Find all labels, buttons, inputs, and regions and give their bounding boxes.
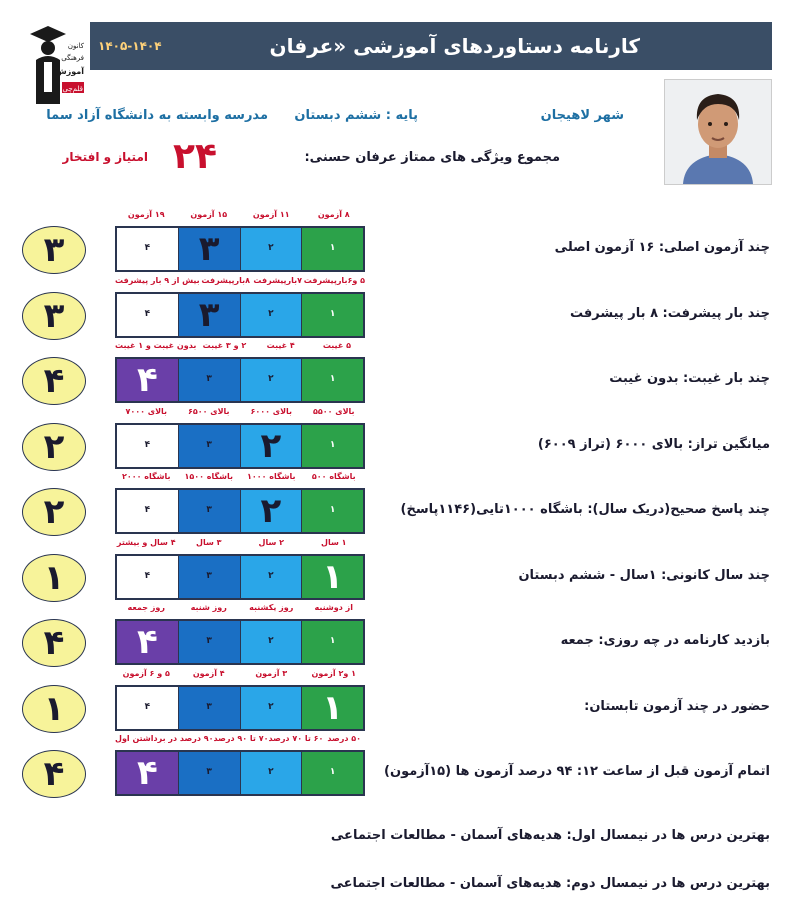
school-label: مدرسه وابسته به دانشگاه آزاد سما [46, 108, 268, 123]
scale-label: ۹۰ درصد در برداشتن اول [115, 734, 214, 743]
scale-label: ۳ سال [196, 537, 222, 547]
row-scale-labels [115, 210, 365, 222]
scale-label: باشگاه ۱۰۰۰ [246, 472, 296, 481]
score-cell-selected: ۳ [178, 294, 240, 336]
scale-label: ۵ غیبت [322, 341, 351, 350]
svg-text:فرهنگی: فرهنگی [61, 54, 84, 62]
score-cell: ۱ [301, 752, 363, 794]
scale-label: بالای ۶۰۰۰ [250, 406, 293, 416]
score-grid [115, 554, 365, 600]
city-label: شهر لاهیجان [540, 108, 624, 123]
scale-label: بالای ۶۵۰۰ [187, 406, 230, 416]
score-cell: ۲ [240, 687, 302, 729]
scale-label: ۶۰ تا ۷۰ درصد [268, 734, 324, 743]
scale-label: ۸بارپیشرفت [201, 275, 250, 285]
scale-label: ۱ سال [321, 537, 347, 547]
scale-label: ۵ و ۶ آزمون [122, 668, 170, 678]
scale-label: باشگاه ۵۰۰ [311, 472, 356, 481]
score-cell: ۳ [178, 621, 240, 663]
score-cell: ۳ [178, 556, 240, 598]
points-badge: ۲ [22, 423, 86, 471]
score-cell: ۳ [178, 359, 240, 401]
scale-label: بالای ۷۰۰۰ [125, 406, 168, 416]
scale-label: ۵ و۶بارپیشرفت [303, 275, 365, 285]
student-photo [664, 79, 772, 185]
achievement-question: اتمام آزمون قبل از ساعت ۱۲: ۹۴ درصد آزمون ها (۱۵آزمون) [384, 764, 770, 779]
scale-label: ۱۱ آزمون [252, 210, 290, 219]
achievement-question: بازدید کارنامه در چه روزی: جمعه [560, 633, 770, 648]
row-scale-labels [115, 603, 365, 615]
points-badge: ۳ [22, 292, 86, 340]
page-title: کارنامه دستاوردهای آموزشی «عرفان حسنی» [269, 34, 640, 106]
scale-label: بدون غیبت و ۱ غیبت [114, 341, 197, 350]
scale-label: روز یکشنبه [249, 603, 294, 612]
achievement-question: چند آزمون اصلی: ۱۶ آزمون اصلی [554, 240, 770, 255]
svg-text:قلم‌چی: قلم‌چی [62, 85, 83, 93]
score-cell: ۲ [240, 228, 302, 270]
achievement-question: چند بار غیبت: بدون غیبت [609, 371, 770, 386]
score-cell: ۳ [178, 752, 240, 794]
score-grid [115, 292, 365, 338]
achievement-question: حضور در چند آزمون تابستان: [584, 698, 770, 714]
scale-label: ۲ و ۳ غیبت [202, 341, 247, 350]
scale-label: ۷۰ تا ۹۰ درصد [213, 734, 269, 743]
achievement-question: چند بار پیشرفت: ۸ بار پیشرفت [569, 305, 770, 321]
score-cell: ۴ [117, 556, 178, 598]
score-grid [115, 685, 365, 731]
points-badge: ۴ [22, 750, 86, 798]
scale-label: ۵۰ درصد [327, 734, 362, 743]
score-cell-selected: ۲ [240, 490, 302, 532]
points-badge: ۴ [22, 357, 86, 405]
score-cell: ۱ [301, 621, 363, 663]
score-cell: ۴ [117, 294, 178, 336]
points-badge: ۱ [22, 554, 86, 602]
score-grid [115, 423, 365, 469]
score-cell: ۱ [301, 294, 363, 336]
achievement-question: چند سال کانونی: ۱سال - ششم دبستان [518, 567, 770, 583]
achievement-question: چند پاسخ صحیح(دریک سال): باشگاه ۱۰۰۰تایی(۱۱۴۶پاسخ) [400, 502, 770, 517]
row-scale-labels [115, 472, 365, 484]
score-cell-selected: ۱ [301, 687, 363, 729]
scale-label: ۱۵ آزمون [190, 210, 228, 219]
score-cell: ۳ [178, 425, 240, 467]
best-subjects-second-semester: بهترین درس ها در نیمسال دوم: هدیه‌های آسمان - مطالعات اجتماعی [330, 876, 770, 891]
scale-label: ۱ و۲ آزمون [311, 668, 356, 678]
scale-label: باشگاه ۲۰۰۰ [121, 472, 171, 481]
score-cell-selected: ۳ [178, 228, 240, 270]
score-grid [115, 750, 365, 796]
score-grid [115, 619, 365, 665]
row-scale-labels [115, 538, 365, 550]
score-cell: ۲ [240, 556, 302, 598]
grade-label: پایه : ششم دبستان [294, 108, 418, 123]
row-scale-labels [115, 407, 365, 419]
best-subjects-first-semester: بهترین درس ها در نیمسال اول: هدیه‌های آسمان - مطالعات اجتماعی [330, 828, 770, 843]
score-cell: ۱ [301, 359, 363, 401]
scale-label: ۴ غیبت [266, 341, 295, 350]
scale-label: از دوشنبه [314, 603, 353, 612]
scale-label: ۴ سال و بیشتر [116, 537, 176, 547]
scale-label: ۳ آزمون [255, 668, 288, 678]
score-cell: ۴ [117, 490, 178, 532]
score-cell: ۳ [178, 687, 240, 729]
score-cell: ۴ [117, 425, 178, 467]
score-cell: ۱ [301, 228, 363, 270]
score-cell: ۱ [301, 425, 363, 467]
scale-label: باشگاه ۱۵۰۰ [184, 472, 234, 481]
score-cell-selected: ۴ [117, 359, 178, 401]
score-cell: ۴ [117, 687, 178, 729]
svg-text:کانون: کانون [67, 42, 84, 50]
scale-label: روز جمعه [127, 603, 165, 612]
scale-label: روز شنبه [190, 603, 227, 612]
score-cell-selected: ۴ [117, 621, 178, 663]
features-total-label: مجموع ویژگی های ممتاز عرفان حسنی: [304, 150, 560, 165]
score-grid [115, 226, 365, 272]
score-cell: ۴ [117, 228, 178, 270]
scale-label: ۷بارپیشرفت [253, 275, 303, 285]
points-badge: ۱ [22, 685, 86, 733]
score-cell-selected: ۴ [117, 752, 178, 794]
row-scale-labels [115, 669, 365, 681]
points-badge: ۳ [22, 226, 86, 274]
scale-label: ۲ سال [258, 537, 284, 547]
score-grid [115, 357, 365, 403]
score-caption: امتیاز و افتخار [62, 150, 148, 164]
academic-year: ۱۴۰۵-۱۴۰۴ [98, 39, 162, 53]
score-cell: ۱ [301, 490, 363, 532]
score-cell: ۲ [240, 621, 302, 663]
row-scale-labels [115, 341, 365, 353]
row-scale-labels [115, 734, 365, 746]
score-cell-selected: ۲ [240, 425, 302, 467]
score-cell: ۳ [178, 490, 240, 532]
total-score: ۲۴ [173, 136, 217, 177]
scale-label: بیش از ۹ بار پیشرفت [115, 275, 200, 285]
score-cell-selected: ۱ [301, 556, 363, 598]
scale-label: ۸ آزمون [317, 210, 350, 219]
row-scale-labels [115, 276, 365, 288]
kanoon-logo [26, 20, 86, 106]
score-cell: ۲ [240, 359, 302, 401]
points-badge: ۴ [22, 619, 86, 667]
score-cell: ۲ [240, 294, 302, 336]
scale-label: بالای ۵۵۰۰ [312, 406, 355, 416]
points-badge: ۲ [22, 488, 86, 536]
score-grid [115, 488, 365, 534]
svg-text:آموزش: آموزش [55, 67, 84, 76]
scale-label: ۴ آزمون [192, 668, 225, 678]
scale-label: ۱۹ آزمون [127, 210, 165, 219]
score-cell: ۲ [240, 752, 302, 794]
achievement-question: میانگین تراز: بالای ۶۰۰۰ (تراز ۶۰۰۹) [537, 436, 770, 452]
